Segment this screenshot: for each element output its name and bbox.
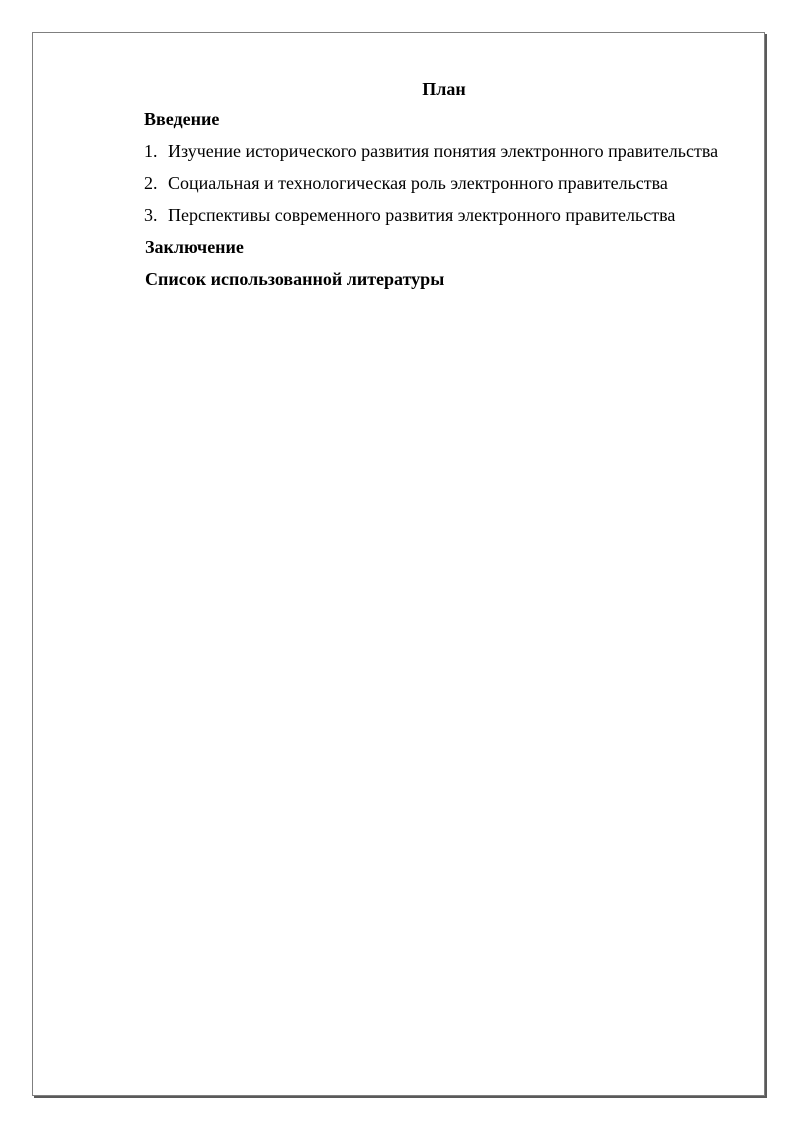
list-item: [144, 139, 756, 163]
list-item-number: 1.: [144, 141, 158, 161]
section-references: Список использованной литературы: [145, 269, 445, 289]
list-item-text: Изучение исторического развития понятия электронного правительства: [168, 141, 719, 161]
document-page: [32, 32, 765, 1096]
list-item-text: Перспективы современного развития электронного правительства: [168, 205, 676, 225]
page-title: План: [422, 79, 466, 99]
plan-content: [144, 77, 756, 291]
list-item-text: Социальная и технологическая роль электронного правительства: [168, 173, 668, 193]
list-item: [144, 203, 756, 227]
list-item-number: 2.: [144, 173, 158, 193]
list-item-number: 3.: [144, 205, 158, 225]
section-intro: Введение: [144, 109, 220, 129]
list-item: [144, 171, 756, 195]
section-conclusion: Заключение: [145, 237, 244, 257]
